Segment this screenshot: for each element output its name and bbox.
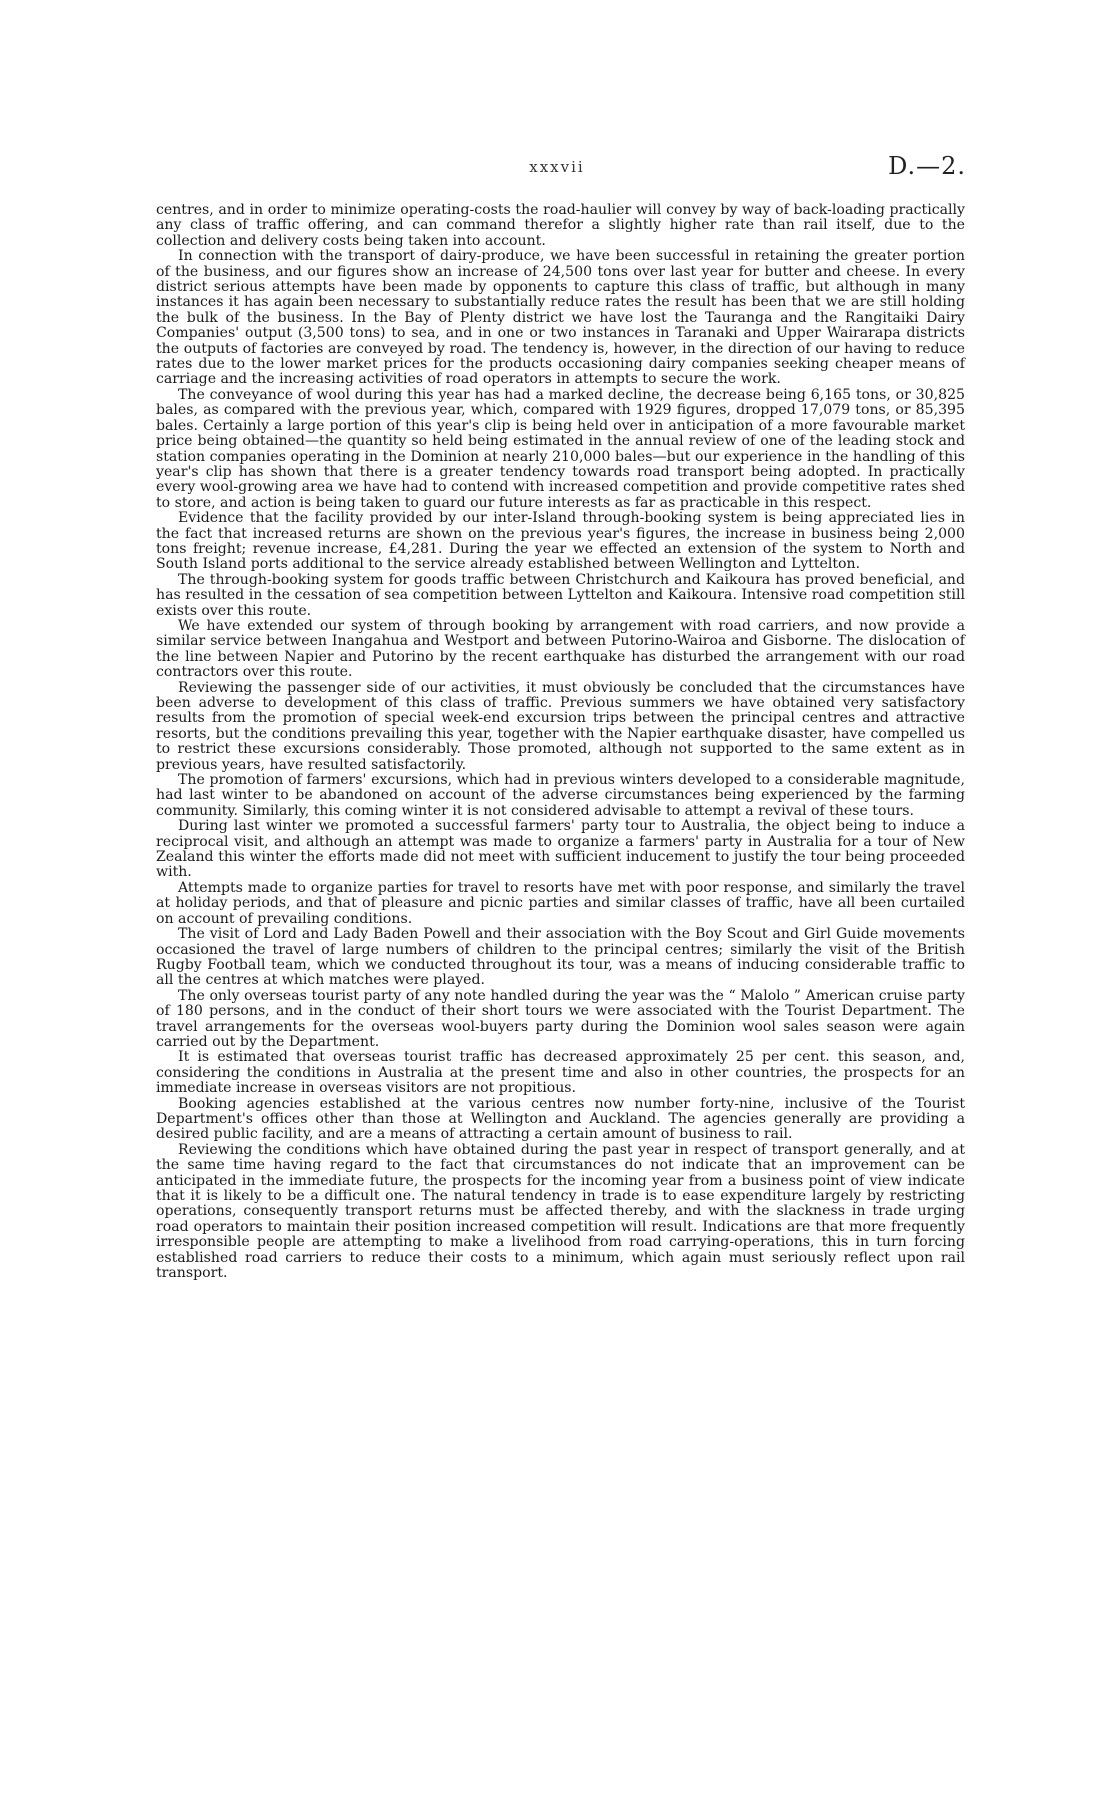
paragraph: The through-booking system for goods traffic between Christchurch and Kaikoura has proved beneficial, and has resulted in the cessation of sea competition between Lyttelton and Kaikoura. Intensive road competition still exists over this route.	[156, 571, 965, 619]
body-text	[156, 203, 965, 1281]
paragraph: The visit of Lord and Lady Baden Powell and their association with the Boy Scout and Girl Guide movements occasioned the travel of large numbers of children to the principal centres; similarly the visit of the British Rugby Football team, which we conducted throughout its tour, was a means of inducing considerable traffic to all the centres at which matches were played.	[156, 926, 965, 989]
paragraph: During last winter we promoted a successful farmers' party tour to Australia, the object being to induce a reciprocal visit, and although an attempt was made to organize a farmers' party in Australia for a tour of New Zealand this winter the efforts made did not meet with sufficient inducement to justify the tour being proceeded with.	[156, 818, 965, 881]
paragraph: In connection with the transport of dairy-produce, we have been successful in retaining the greater portion of the business, and our figures show an increase of 24,500 tons over last year for butter and cheese. In every district serious attempts have been made by opponents to capture this class of traffic, but although in many instances it has again been necessary to substantially reduce rates the result has been that we are still holding the bulk of the business. In the Bay of Plenty district we have lost the Tauranga and the Rangitaiki Dairy Companies' output (3,500 tons) to sea, and in one or two instances in Taranaki and Upper Wairarapa districts the outputs of factories are conveyed by road. The tendency is, however, in the direction of our having to reduce rates due to the lower market prices for the products occasioning dairy companies seeking cheaper means of carriage and the increasing activities of road operators in attempts to secure the work.	[156, 248, 965, 388]
paragraph: It is estimated that overseas tourist traffic has decreased approximately 25 per cent. this season, and, considering the conditions in Australia at the present time and also in other countries, the prospects for an immediate increase in overseas visitors are not propitious.	[156, 1049, 965, 1097]
page-number: xxxvii	[529, 158, 585, 176]
paragraph: Evidence that the facility provided by our inter-Island through-booking system is being appreciated lies in the fact that increased returns are shown on the previous year's figures, the increase in business being 2,000 tons freight; revenue increase, £4,281. During the year we effected an extension of the system to North and South Island ports additional to the service already established between Wellington and Lyttelton.	[156, 510, 965, 573]
paragraph: centres, and in order to minimize operating-costs the road-haulier will convey by way of back-loading practically any class of traffic offering, and can command therefor a slightly higher rate than rail itself, due to the collection and delivery costs being taken into account.	[156, 202, 965, 249]
paragraph: The conveyance of wool during this year has had a marked decline, the decrease being 6,165 tons, or 30,825 bales, as compared with the previous year, which, compared with 1929 figures, dropped 17,079 tons, or 85,395 bales. Certainly a large portion of this year's clip is being held over in anticipation of a more favourable market price being obtained—the quantity so held being estimated in the annual review of one of the leading stock and station companies operating in the Dominion at nearly 210,000 bales—but our experience in the handling of this year's clip has shown that there is a greater tendency towards road transport being adopted. In practically every wool-growing area we have had to contend with increased competition and provide competitive rates shed to store, and action is being taken to guard our future interests as far as practicable in this respect.	[156, 386, 965, 511]
document-code: D.—2.	[888, 152, 966, 180]
paragraph: Reviewing the passenger side of our activities, it must obviously be concluded that the circumstances have been adverse to development of this class of traffic. Previous summers we have obtained very satisfactory results from the promotion of special week-end excursion trips between the principal centres and attractive resorts, but the conditions prevailing this year, together with the Napier earthquake disaster, have compelled us to restrict these excursions considerably. Those promoted, although not supported to the same extent as in previous years, have resulted satisfactorily.	[156, 679, 965, 773]
paragraph: The only overseas tourist party of any note handled during the year was the “ Malolo ” American cruise party of 180 persons, and in the conduct of their short tours we were associated with the Tourist Department. The travel arrangements for the overseas wool-buyers party during the Dominion wool sales season were again carried out by the Department.	[156, 987, 965, 1050]
page-header	[0, 152, 1114, 188]
paragraph: We have extended our system of through booking by arrangement with road carriers, and now provide a similar service between Inangahua and Westport and between Putorino-Wairoa and Gisborne. The dislocation of the line between Napier and Putorino by the recent earthquake has disturbed the arrangement with our road contractors over this route.	[156, 617, 965, 681]
paragraph: Booking agencies established at the various centres now number forty-nine, inclusive of the Tourist Department's offices other than those at Wellington and Auckland. The agencies generally are providing a desired public facility, and are a means of attracting a certain amount of business to rail.	[156, 1095, 965, 1143]
paragraph: The promotion of farmers' excursions, which had in previous winters developed to a considerable magnitude, had last winter to be abandoned on account of the adverse circumstances being experienced by the farming community. Similarly, this coming winter it is not considered advisable to attempt a revival of these tours.	[156, 772, 965, 819]
paragraph: Reviewing the conditions which have obtained during the past year in respect of transport generally, and at the same time having regard to the fact that circumstances do not indicate that an improvement can be anticipated in the immediate future, the prospects for the incoming year from a business point of view indicate that it is likely to be a difficult one. The natural tendency in trade is to ease expenditure largely by restricting operations, consequently transport returns must be affected thereby, and with the slackness in trade urging road operators to maintain their position increased competition will result. Indications are that more frequently irresponsible people are attempting to make a livelihood from road carrying-operations, this in turn forcing established road carriers to reduce their costs to a minimum, which again must seriously reflect upon rail transport.	[156, 1141, 965, 1282]
paragraph: Attempts made to organize parties for travel to resorts have met with poor response, and similarly the travel at holiday periods, and that of pleasure and picnic parties and similar classes of traffic, have all been curtailed on account of prevailing conditions.	[156, 879, 965, 927]
